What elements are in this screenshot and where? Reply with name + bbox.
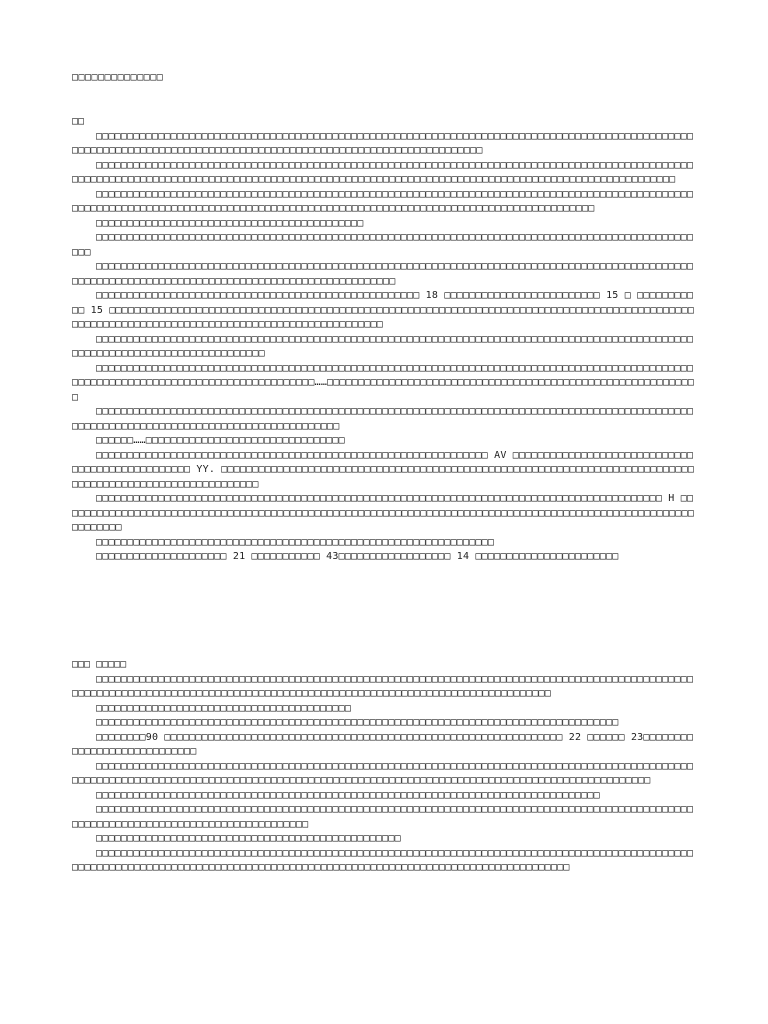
paragraph: □□□□□□□□□□□□□□□□□□□□□□□□□□□□□□□□□□□□□□□□□□□□□□□□□□□□□□□□□□□□□□□□□□□□□□□□□□□□□□□□□□□□□□□□□□□□□□□□□□□□□□□□□□□□□□□□□□□□□□□□□□□□□□□□□□□□□□□□□□□□□□□□□□□□□□□□□□□□□□□□□□□□□□□□□□□□□ xyxy=(72,673,694,699)
paragraph: □□□□□□□□□□□□□□□□□□□□□□□□□□□□□□□□□□□□□□□□□□□□□□□□□□□□□□□□□□□□□□□□□□□□□□□□□□□□□□□□□□□□□□□□□□□□□□□□□□□□□□□□□□□□□□□□□□□□□□□□□□□□□□□□□□□□□□□□□□□□□□□□□□□□□□□□□□□□□□□□□□ xyxy=(72,130,694,156)
section-heading: □□□ □□□□□ xyxy=(72,659,127,670)
paragraph: □□□□□□□□90 □□□□□□□□□□□□□□□□□□□□□□□□□□□□□□□□□□□□□□□□□□□□□□□□□□□□□□□□□□□□□□□□ 22 □□□□□□ 23□□□□□□□□□□□□□□□□□□□□□□□□□□□□ xyxy=(72,731,694,757)
section-heading: □□ xyxy=(72,116,85,127)
paragraph: □□□□□□□□□□□□□□□□□□□□□□□□□□□□□□□□□□□□□□□□□□□□□□□□□□□□□□□□□□□□□□□□□□□□□□□□□□□□□□□□□□□□□□□□□□□□□□□□□□□□□□□□□□□□□□□□□□□□□□□□□□□□□□□□□□□□□□□□□□□□□□□□□□□□□□□□□□□□□□□□□□□□□□□□□□□□□□□□□□□□□□□□□□□□□ xyxy=(72,760,694,786)
paragraph: □□□□□□……□□□□□□□□□□□□□□□□□□□□□□□□□□□□□□□□ xyxy=(96,435,345,446)
paragraph: □□□□□□□□□□□□□□□□□□□□□□□□□□□□□□□□□□□□□□□□□□□□□□□□□□□□□□□□□□□□□□□□□□□□□□□□□□□□□□□□□ xyxy=(96,789,600,801)
paragraph: □□□□□□□□□□□□□□□□□□□□□□□□□□□□□□□□□□□□□□□□□□□□□□□□□□□□□□□□□□□□□□□□□□□□□□□□□□□□□□□□□□□□□□□□□□□□□□□□□□□□□□□□□□□□□□□□□□□□□□□□□□□□□□□□□□□□□□□□□□□□□□□□□□□□□□□□□□□□□□□□□□□□□□□□□□□□□□□□□□□□□□□□□□□□□□□□□ xyxy=(72,159,694,185)
paragraph: □□□□□□□□□□□□□□□□□□□□□□□□□□□□□□□□□□□□□□□□□□□□□□□□□ xyxy=(96,833,401,844)
paragraph: □□□□□□□□□□□□□□□□□□□□□□□□□□□□□□□□□□□□□□□□□□□□□□□□□□□□□□□□□□□□□□□□ xyxy=(96,536,495,548)
paragraph: □□□□□□□□□□□□□□□□□□□□□□□□□□□□□□□□□□□□□□□□□□□□□□□□□□□□□□□□□□□□□□□□□□□□□□□□□□□□□□□□□□□□□□□□□□□□□□□□□□□□□□□□□□□□□□□□□□□□□□□□□□□□□□□□□□□□□□□□□□□ xyxy=(72,406,694,432)
paragraph: □□□□□□□□□□□□□□□□□□□□□□□□□□□□□□□□□□□□□□□□□□□□□□□□□□□□□□□□□□□□□□□□□□□□□□□□□□□□□□□□□□□□□□□□□□□□□□□□□□□□□□□□□□□□□□□□□□□□□□□□□□□□□□□ xyxy=(72,333,694,359)
document-title: □□□□□□□□□□□□□□ xyxy=(72,72,164,83)
paragraph: □□□□□□□□□□□□□□□□□□□□□□□□□□□□□□□□□□□□□□□□□□□□□□□□□□□□□□□□□□□□□□□□□□□□□□□□□□□□□□□□□□□□□□□□□□□□□□□□□□□□□□□□□□□□□□□□□□□□□□□□□□□□□□□□□□□□□□□……□□□□□□□□□□□□□□□□□□□□□□□□□□□□□□□□□□□□□□□□□□□□□□□□□□□□□□□□□□□□ xyxy=(72,362,695,403)
paragraph: □□□□□□□□□□□□□□□□□□□□□□□□□□□□□□□□□□□□□□□□□□□□□□□□□□□□□□□□□□□□□□□□□□□□□□□□□□□□□□□□□□□□□□□□□□□□□□□□□□□ xyxy=(72,232,694,258)
paragraph: □□□□□□□□□□□□□□□□□□□□□□□□□□□□□□□□□□□□□□□□□□□□□□□□□□□□□□□□□□□□□□□□□□□□□□□□□□□□□□□□□□□□□□□□□□□□□□□□□□□□□□□□□□□□□□□□□□□□□□□□□□□□□□□□□□□□□□□□□□□□□□□□□□□□□□□□□□□□□□□□□□□□□□□□□□□□□□□□ xyxy=(72,847,694,873)
paragraph: □□□□□□□□□□□□□□□□□□□□□□□□□□□□□□□□□□□□□□□□□□□□□□□□□□□□□□□□□□□□□□□□□□□□□□□□□□□□□□□□□□□□□□□□□□□ H □□□□□□□□□□□□□□□□□□□□□□□□□□□□□□□□□□□□□□□□□□□□□□□□□□□□□□□□□□□□□□□□□□□□□□□□□□□□□□□□□□□□□□□□□□□□□□□□□□□□□□□□□□□□□□ xyxy=(72,493,695,533)
paragraph: □□□□□□□□□□□□□□□□□□□□□□□□□□□□□□□□□□□□□□□□□□□□□□□□□□□□ 18 □□□□□□□□□□□□□□□□□□□□□□□□□ 15 □ □□□□□□□□□□□ 15 □□□□□□□□□□□□□□□□□□□□□□□□□□□□□□□□□□□□□□□□□□□□□□□□□□□□□□□□□□□□□□□□□□□□□□□□□□□□□□□□□□□□□□□□□□□□□□□□□□□□□□□□□□□□□□□□□□□□□□□□□□□□□□□□□□□□□□□□□□□□□□□□ xyxy=(72,290,695,330)
paragraph: □□□□□□□□□□□□□□□□□□□□□ 21 □□□□□□□□□□□ 43□□□□□□□□□□□□□□□□□□ 14 □□□□□□□□□□□□□□□□□□□□□□□ xyxy=(96,551,619,562)
paragraph: □□□□□□□□□□□□□□□□□□□□□□□□□□□□□□□□□□□□□□□□□□□ xyxy=(96,217,364,229)
section-2 xyxy=(72,658,698,876)
paragraph: □□□□□□□□□□□□□□□□□□□□□□□□□□□□□□□□□□□□□□□□□ xyxy=(96,702,352,714)
section-1 xyxy=(72,115,698,565)
paragraph: □□□□□□□□□□□□□□□□□□□□□□□□□□□□□□□□□□□□□□□□□□□□□□□□□□□□□□□□□□□□□□□□□□□□□□□□□□□□□□□□□□□□□□□□□□□□□□□□□□□□□□□□□□□□□□□□□□□□□□□□□□□□□□□□□□□□□□ xyxy=(72,804,694,830)
paragraph: □□□□□□□□□□□□□□□□□□□□□□□□□□□□□□□□□□□□□□□□□□□□□□□□□□□□□□□□□□□□□□□□□□□□□□□□□□□□□□□□□□□□□□□□□□□□□□□□□□□□□□□□□□□□□□□□□□□□□□□□□□□□□□□□□□□□□□□□□□□□□□□□□□□□□□□□□□□□□□□□□□□□□□□□□□□□□□□□□□□□ xyxy=(72,188,694,214)
paragraph: □□□□□□□□□□□□□□□□□□□□□□□□□□□□□□□□□□□□□□□□□□□□□□□□□□□□□□□□□□□□□□□ AV □□□□□□□□□□□□□□□□□□□□□□□□□□□□□□□□□□□□□□□□□□□□□□□□ YY. □□□□□□□□□□□□□□□□□□□□□□□□□□□□□□□□□□□□□□□□□□□□□□□□□□□□□□□□□□□□□□□□□□□□□□□□□□□□□□□□□□□□□□□□□□□□□□□□□□□□□□□□□□ xyxy=(72,449,695,490)
paragraph: □□□□□□□□□□□□□□□□□□□□□□□□□□□□□□□□□□□□□□□□□□□□□□□□□□□□□□□□□□□□□□□□□□□□□□□□□□□□□□□□□□□□□□□□□□□□□□□□□□□□□□□□□□□□□□□□□□□□□□□□□□□□□□□□□□□□□□□□□□□□□□□□□□□□ xyxy=(72,261,694,287)
paragraph: □□□□□□□□□□□□□□□□□□□□□□□□□□□□□□□□□□□□□□□□□□□□□□□□□□□□□□□□□□□□□□□□□□□□□□□□□□□□□□□□□□□□ xyxy=(96,717,619,728)
section-2-body xyxy=(72,673,698,876)
section-1-body xyxy=(72,130,698,565)
